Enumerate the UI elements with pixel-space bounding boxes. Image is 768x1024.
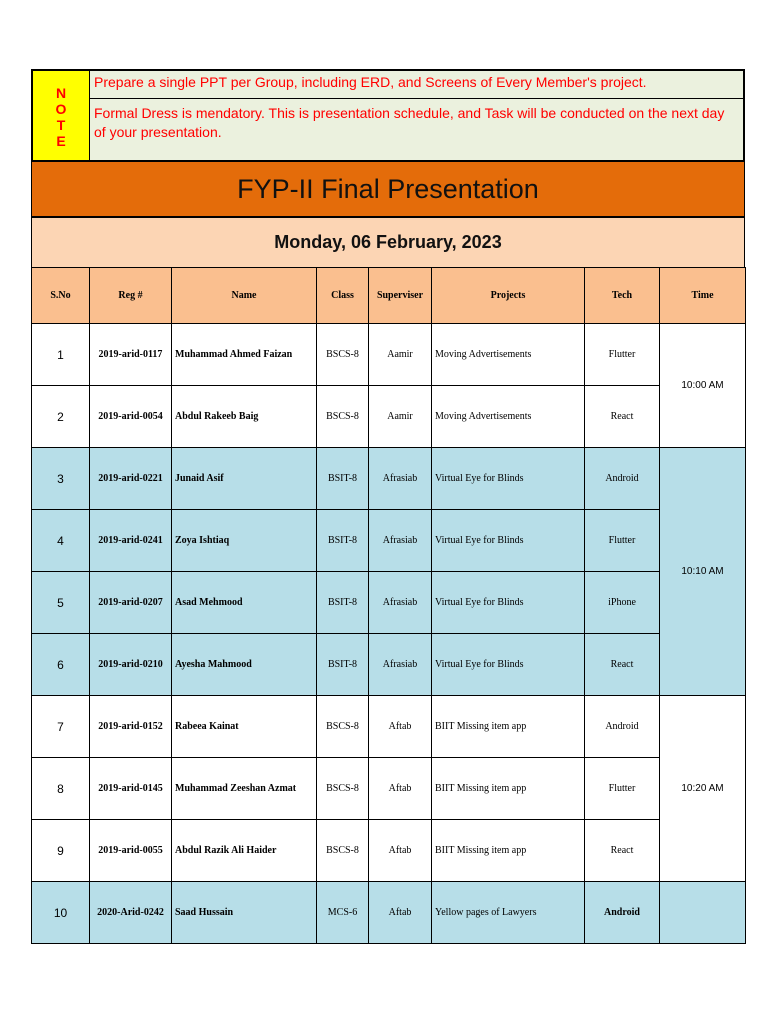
col-header-reg: Reg # xyxy=(90,268,172,324)
cell-name: Junaid Asif xyxy=(172,448,317,510)
cell-sno: 6 xyxy=(32,634,90,696)
cell-reg: 2019-arid-0054 xyxy=(90,386,172,448)
cell-class: BSCS-8 xyxy=(317,386,369,448)
cell-name: Asad Mehmood xyxy=(172,572,317,634)
col-header-time: Time xyxy=(660,268,746,324)
cell-class: BSIT-8 xyxy=(317,572,369,634)
table-row xyxy=(32,448,746,510)
cell-supervisor: Aftab xyxy=(369,758,432,820)
note-letter: N xyxy=(55,84,67,101)
cell-project: BIIT Missing item app xyxy=(432,758,585,820)
table-row xyxy=(32,634,746,696)
cell-project: Virtual Eye for Blinds xyxy=(432,634,585,696)
cell-class: BSCS-8 xyxy=(317,696,369,758)
cell-name: Saad Hussain xyxy=(172,882,317,944)
cell-sno: 4 xyxy=(32,510,90,572)
cell-tech: React xyxy=(585,820,660,882)
cell-time: 10:10 AM xyxy=(660,448,746,696)
cell-class: BSIT-8 xyxy=(317,448,369,510)
cell-reg: 2019-arid-0221 xyxy=(90,448,172,510)
cell-time: 10:00 AM xyxy=(660,324,746,448)
cell-tech: Flutter xyxy=(585,758,660,820)
cell-project: Virtual Eye for Blinds xyxy=(432,510,585,572)
cell-time: 10:20 AM xyxy=(660,696,746,882)
col-header-projects: Projects xyxy=(432,268,585,324)
note-letter: O xyxy=(55,100,67,117)
cell-sno: 2 xyxy=(32,386,90,448)
cell-supervisor: Afrasiab xyxy=(369,510,432,572)
date-heading: Monday, 06 February, 2023 xyxy=(31,218,745,267)
cell-tech: React xyxy=(585,634,660,696)
cell-supervisor: Aftab xyxy=(369,820,432,882)
cell-reg: 2019-arid-0145 xyxy=(90,758,172,820)
cell-class: BSCS-8 xyxy=(317,758,369,820)
cell-reg: 2019-arid-0241 xyxy=(90,510,172,572)
note-line-2: Formal Dress is mendatory. This is presentation schedule, and Task will be conducted on the next day of your presentation. xyxy=(94,105,725,140)
cell-project: Moving Advertisements xyxy=(432,324,585,386)
cell-class: BSCS-8 xyxy=(317,324,369,386)
col-header-supervisor: Superviser xyxy=(369,268,432,324)
cell-sno: 8 xyxy=(32,758,90,820)
cell-supervisor: Aamir xyxy=(369,324,432,386)
cell-supervisor: Afrasiab xyxy=(369,572,432,634)
cell-sno: 9 xyxy=(32,820,90,882)
cell-name: Muhammad Ahmed Faizan xyxy=(172,324,317,386)
table-row xyxy=(32,510,746,572)
schedule-sheet xyxy=(31,69,745,944)
cell-project: Virtual Eye for Blinds xyxy=(432,572,585,634)
note-box xyxy=(31,69,745,160)
cell-reg: 2019-arid-0117 xyxy=(90,324,172,386)
cell-project: Virtual Eye for Blinds xyxy=(432,448,585,510)
table-header-row xyxy=(32,268,746,324)
cell-project: BIIT Missing item app xyxy=(432,820,585,882)
note-label xyxy=(33,71,90,160)
cell-tech: Flutter xyxy=(585,324,660,386)
note-letter: E xyxy=(56,132,66,149)
table-row xyxy=(32,820,746,882)
cell-reg: 2019-arid-0210 xyxy=(90,634,172,696)
cell-class: BSIT-8 xyxy=(317,510,369,572)
schedule-table xyxy=(31,267,746,944)
cell-project: Moving Advertisements xyxy=(432,386,585,448)
cell-supervisor: Aamir xyxy=(369,386,432,448)
cell-supervisor: Aftab xyxy=(369,882,432,944)
table-row xyxy=(32,696,746,758)
table-row xyxy=(32,882,746,944)
col-header-tech: Tech xyxy=(585,268,660,324)
cell-tech: iPhone xyxy=(585,572,660,634)
cell-tech: Flutter xyxy=(585,510,660,572)
page-title: FYP-II Final Presentation xyxy=(31,160,745,218)
note-line-1: Prepare a single PPT per Group, including ERD, and Screens of Every Member's project. xyxy=(90,71,743,99)
cell-tech: Android xyxy=(585,882,660,944)
cell-reg: 2020-Arid-0242 xyxy=(90,882,172,944)
cell-sno: 5 xyxy=(32,572,90,634)
cell-supervisor: Aftab xyxy=(369,696,432,758)
table-row xyxy=(32,572,746,634)
cell-supervisor: Afrasiab xyxy=(369,448,432,510)
cell-reg: 2019-arid-0207 xyxy=(90,572,172,634)
cell-tech: Android xyxy=(585,448,660,510)
table-row xyxy=(32,386,746,448)
table-row xyxy=(32,758,746,820)
cell-time xyxy=(660,882,746,944)
cell-project: Yellow pages of Lawyers xyxy=(432,882,585,944)
note-letter: T xyxy=(56,116,66,133)
cell-reg: 2019-arid-0055 xyxy=(90,820,172,882)
cell-name: Abdul Rakeeb Baig xyxy=(172,386,317,448)
cell-name: Zoya Ishtiaq xyxy=(172,510,317,572)
cell-project: BIIT Missing item app xyxy=(432,696,585,758)
col-header-sno: S.No xyxy=(32,268,90,324)
cell-reg: 2019-arid-0152 xyxy=(90,696,172,758)
cell-sno: 3 xyxy=(32,448,90,510)
cell-tech: Android xyxy=(585,696,660,758)
cell-sno: 10 xyxy=(32,882,90,944)
cell-name: Muhammad Zeeshan Azmat xyxy=(172,758,317,820)
cell-name: Abdul Razik Ali Haider xyxy=(172,820,317,882)
col-header-name: Name xyxy=(172,268,317,324)
col-header-class: Class xyxy=(317,268,369,324)
table-row xyxy=(32,324,746,386)
cell-class: BSCS-8 xyxy=(317,820,369,882)
cell-tech: React xyxy=(585,386,660,448)
cell-sno: 7 xyxy=(32,696,90,758)
cell-sno: 1 xyxy=(32,324,90,386)
cell-supervisor: Afrasiab xyxy=(369,634,432,696)
cell-class: MCS-6 xyxy=(317,882,369,944)
cell-name: Rabeea Kainat xyxy=(172,696,317,758)
cell-class: BSIT-8 xyxy=(317,634,369,696)
note-text xyxy=(90,71,743,160)
cell-name: Ayesha Mahmood xyxy=(172,634,317,696)
